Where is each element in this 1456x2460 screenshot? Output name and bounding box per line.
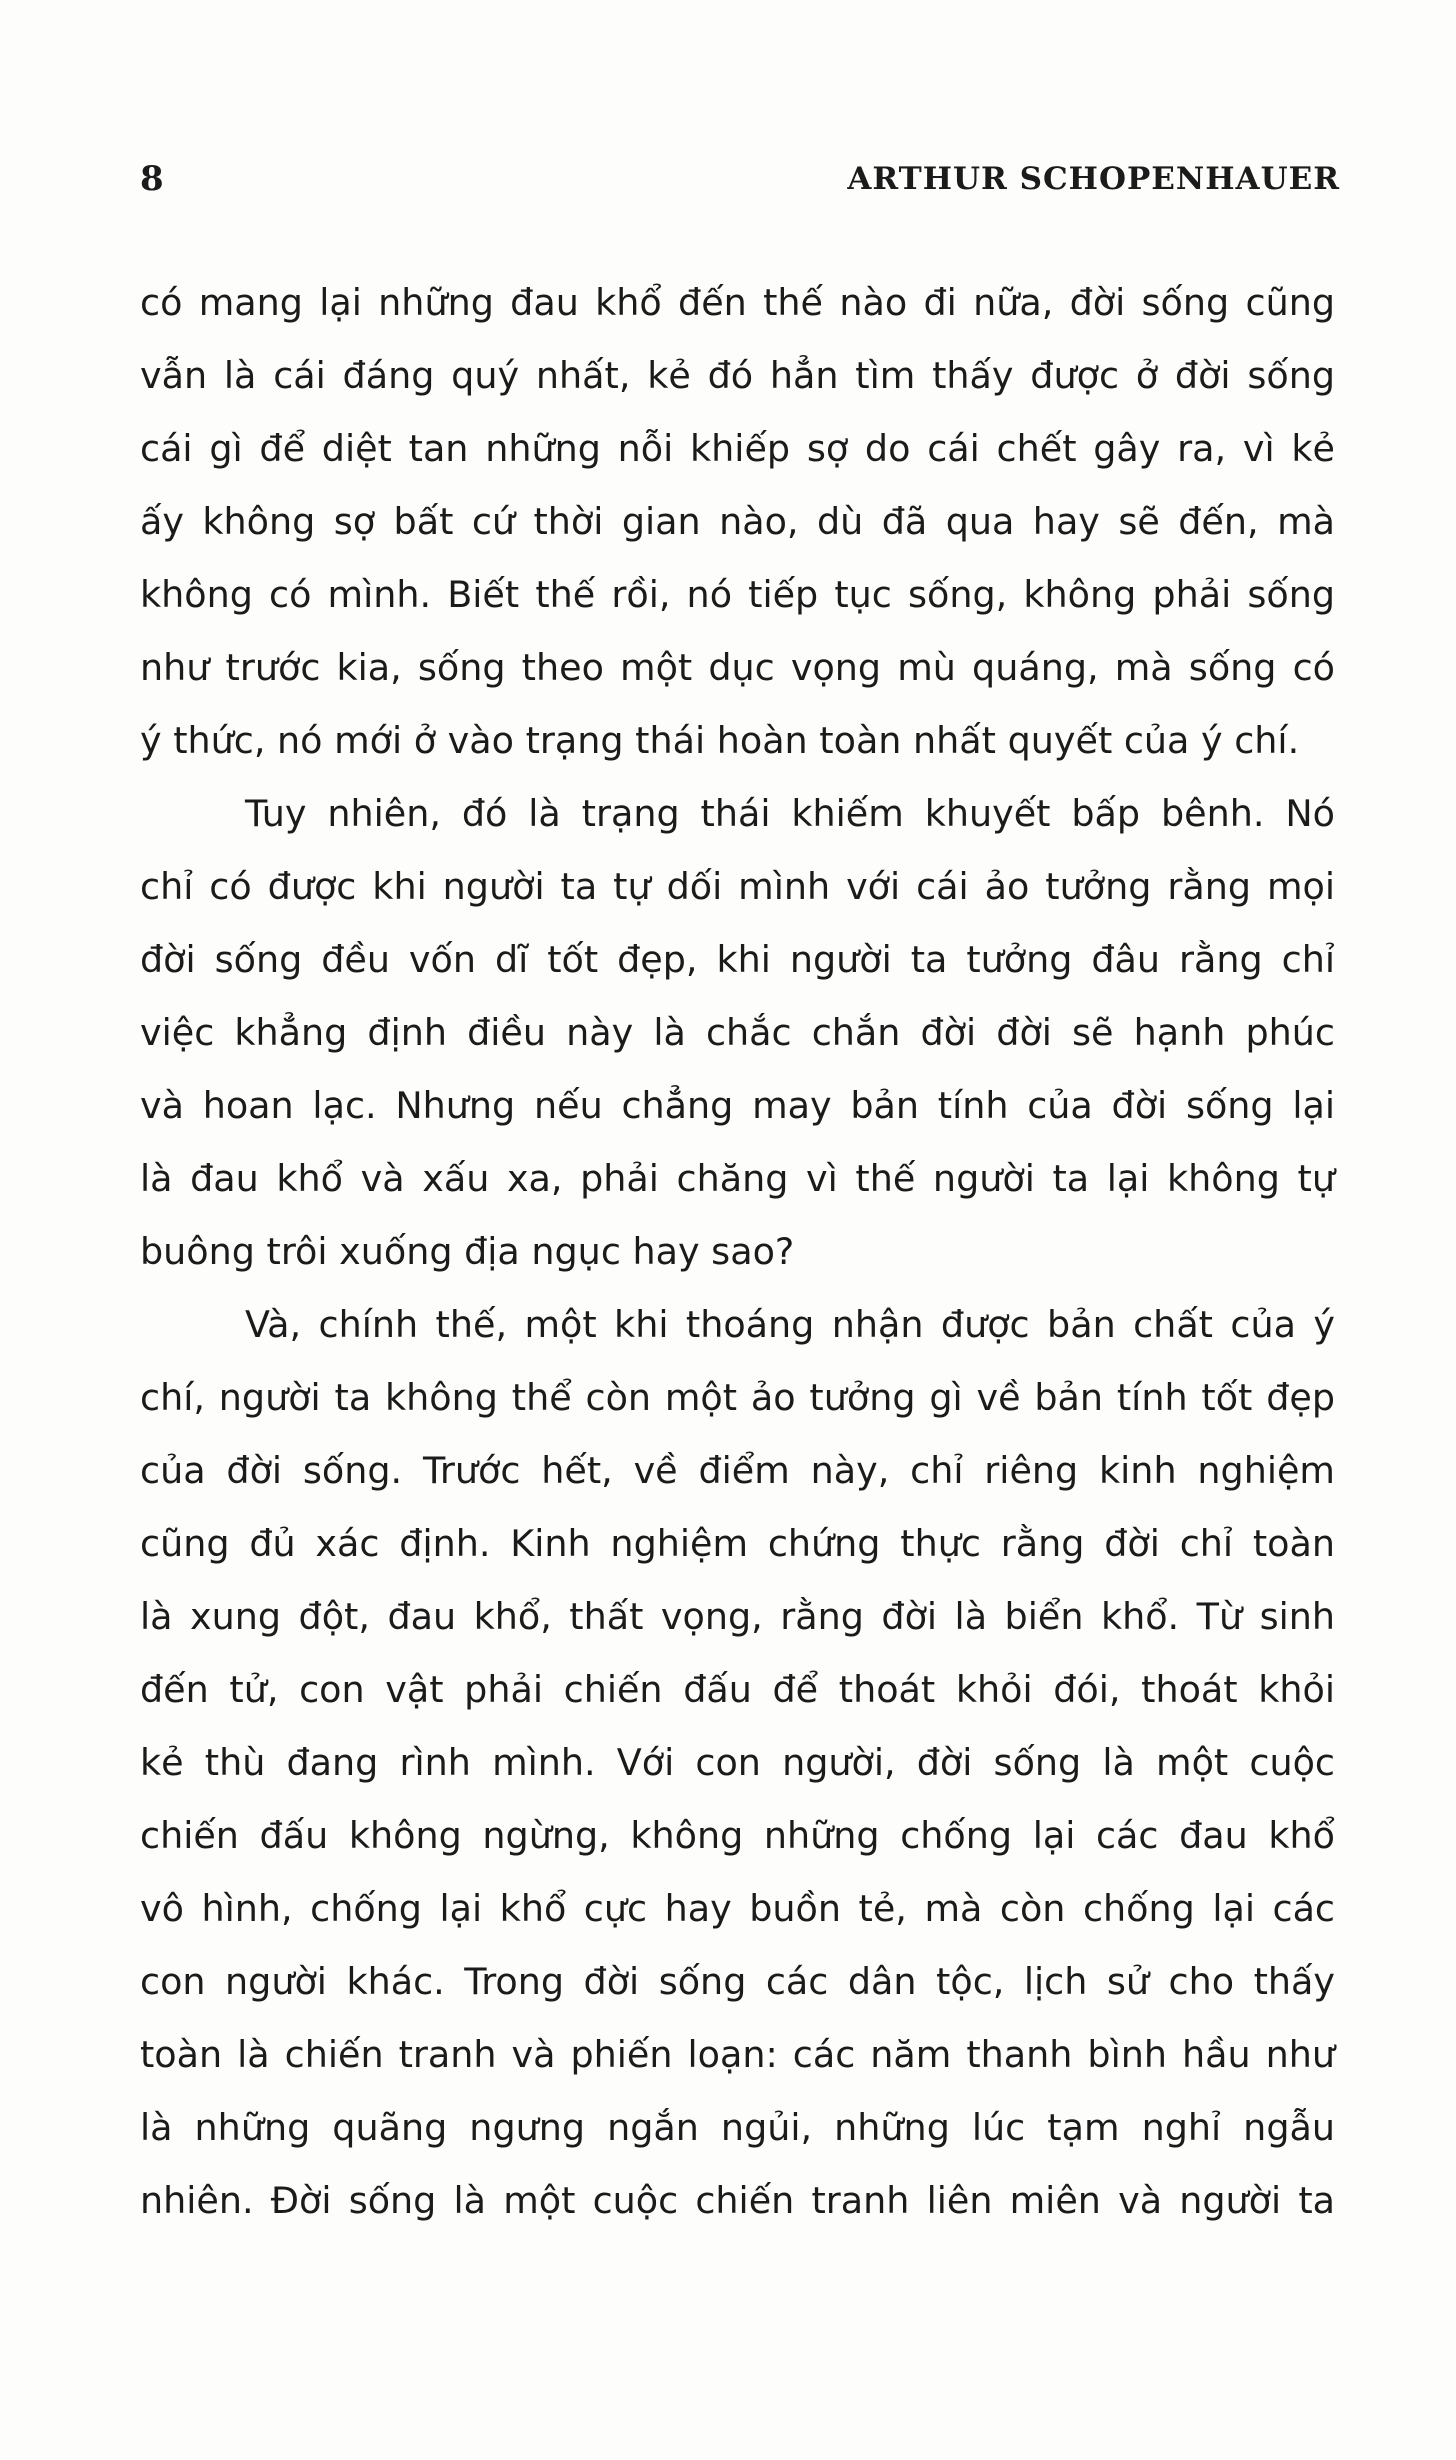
paragraph-first-line: Và, chính thế, một khi thoáng nhận được bản chất của ý: [245, 1303, 1335, 1346]
text-line: là đau khổ và xấu xa, phải chăng vì thế người ta lại không tự: [140, 1157, 1335, 1200]
text-line: và hoan lạc. Nhưng nếu chẳng may bản tính của đời sống lại: [140, 1084, 1335, 1127]
text-line: có mang lại những đau khổ đến thế nào đi nữa, đời sống cũng: [140, 281, 1335, 324]
text-line: như trước kia, sống theo một dục vọng mù quáng, mà sống có: [140, 646, 1335, 689]
paragraph-first-line: Tuy nhiên, đó là trạng thái khiếm khuyết bấp bênh. Nó: [245, 792, 1335, 835]
text-line: chỉ có được khi người ta tự dối mình với cái ảo tưởng rằng mọi: [140, 865, 1335, 908]
page-header: [140, 154, 1340, 204]
text-line: kẻ thù đang rình mình. Với con người, đời sống là một cuộc: [140, 1741, 1335, 1784]
text-line: ý thức, nó mới ở vào trạng thái hoàn toàn nhất quyết của ý chí.: [140, 719, 1300, 762]
text-line: con người khác. Trong đời sống các dân tộc, lịch sử cho thấy: [140, 1960, 1335, 2003]
text-line: vô hình, chống lại khổ cực hay buồn tẻ, mà còn chống lại các: [140, 1887, 1335, 1930]
text-line: không có mình. Biết thế rồi, nó tiếp tục sống, không phải sống: [140, 573, 1335, 616]
text-line: là những quãng ngưng ngắn ngủi, những lúc tạm nghỉ ngẫu: [140, 2106, 1335, 2149]
text-line: ấy không sợ bất cứ thời gian nào, dù đã qua hay sẽ đến, mà: [140, 500, 1335, 543]
page-number: 8: [140, 159, 164, 199]
running-head-author: ARTHUR SCHOPENHAUER: [847, 161, 1340, 197]
text-line: của đời sống. Trước hết, về điểm này, chỉ riêng kinh nghiệm: [140, 1449, 1335, 1492]
text-line: là xung đột, đau khổ, thất vọng, rằng đời là biển khổ. Từ sinh: [140, 1595, 1335, 1638]
text-line: đến tử, con vật phải chiến đấu để thoát khỏi đói, thoát khỏi: [140, 1668, 1335, 1711]
text-line: việc khẳng định điều này là chắc chắn đời đời sẽ hạnh phúc: [140, 1011, 1335, 1054]
text-line: chiến đấu không ngừng, không những chống lại các đau khổ: [140, 1814, 1335, 1857]
text-line: vẫn là cái đáng quý nhất, kẻ đó hẳn tìm thấy được ở đời sống: [140, 354, 1335, 397]
text-line: buông trôi xuống địa ngục hay sao?: [140, 1230, 795, 1273]
text-line: cái gì để diệt tan những nỗi khiếp sợ do cái chết gây ra, vì kẻ: [140, 427, 1335, 470]
text-line: cũng đủ xác định. Kinh nghiệm chứng thực rằng đời chỉ toàn: [140, 1522, 1335, 1565]
text-line: đời sống đều vốn dĩ tốt đẹp, khi người ta tưởng đâu rằng chỉ: [140, 938, 1335, 981]
body-text: [140, 266, 1335, 2237]
text-line: chí, người ta không thể còn một ảo tưởng gì về bản tính tốt đẹp: [140, 1376, 1335, 1419]
text-line: toàn là chiến tranh và phiến loạn: các năm thanh bình hầu như: [140, 2033, 1335, 2076]
text-line: nhiên. Đời sống là một cuộc chiến tranh liên miên và người ta: [140, 2179, 1335, 2222]
